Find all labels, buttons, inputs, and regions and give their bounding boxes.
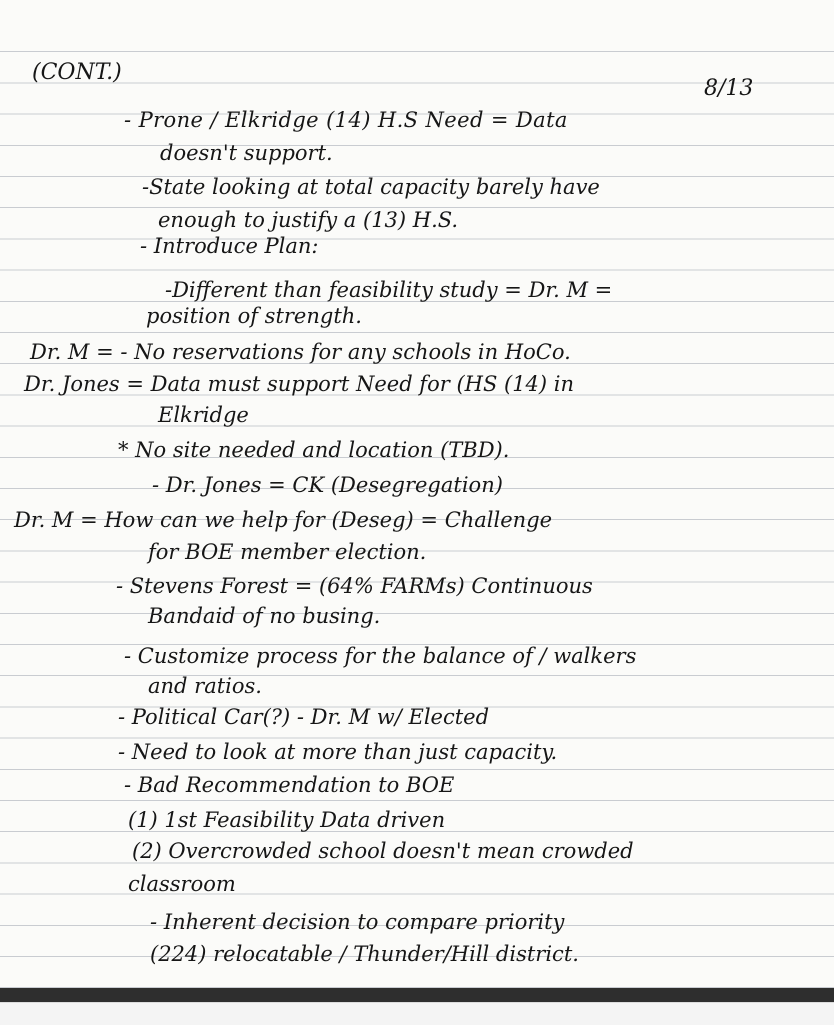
header-cont: (CONT.) — [32, 60, 122, 85]
note-line: Dr. M = - No reservations for any schools in HoCo. — [30, 340, 571, 364]
note-line: classroom — [128, 872, 236, 896]
note-line: for BOE member election. — [148, 540, 427, 564]
note-line: - Stevens Forest = (64% FARMs) Continuous — [116, 574, 593, 598]
note-line: - Introduce Plan: — [140, 234, 319, 258]
note-line: doesn't support. — [160, 141, 333, 165]
note-line: and ratios. — [148, 674, 262, 698]
note-line: (224) relocatable / Thunder/Hill district. — [150, 942, 579, 966]
note-line: - Dr. Jones = CK (Desegregation) — [152, 473, 503, 497]
note-line: position of strength. — [146, 304, 362, 328]
bottom-border-bar — [0, 988, 834, 1002]
note-line: enough to justify a (13) H.S. — [158, 208, 459, 232]
note-line: - Need to look at more than just capacity. — [118, 740, 558, 764]
note-line: -State looking at total capacity barely have — [142, 175, 600, 199]
note-line: - Inherent decision to compare priority — [150, 910, 565, 934]
note-line: Bandaid of no busing. — [148, 604, 381, 628]
note-line: Elkridge — [158, 403, 249, 427]
note-line: - Customize process for the balance of / walkers — [124, 644, 637, 668]
note-line: - Prone / Elkridge (14) H.S Need = Data — [124, 108, 568, 132]
note-line: (1) 1st Feasibility Data driven — [128, 808, 446, 832]
note-line: - Bad Recommendation to BOE — [124, 773, 455, 797]
note-line: -Different than feasibility study = Dr. M = — [165, 278, 613, 302]
note-line: Dr. M = How can we help for (Deseg) = Challenge — [14, 508, 553, 532]
bottom-strip — [0, 1002, 834, 1025]
date-label: 8/13 — [704, 76, 754, 101]
note-line: (2) Overcrowded school doesn't mean crowded — [132, 839, 634, 863]
note-line: * No site needed and location (TBD). — [118, 438, 510, 462]
note-line: Dr. Jones = Data must support Need for (HS (14) in — [24, 372, 575, 396]
note-line: - Political Car(?) - Dr. M w/ Elected — [118, 705, 490, 729]
